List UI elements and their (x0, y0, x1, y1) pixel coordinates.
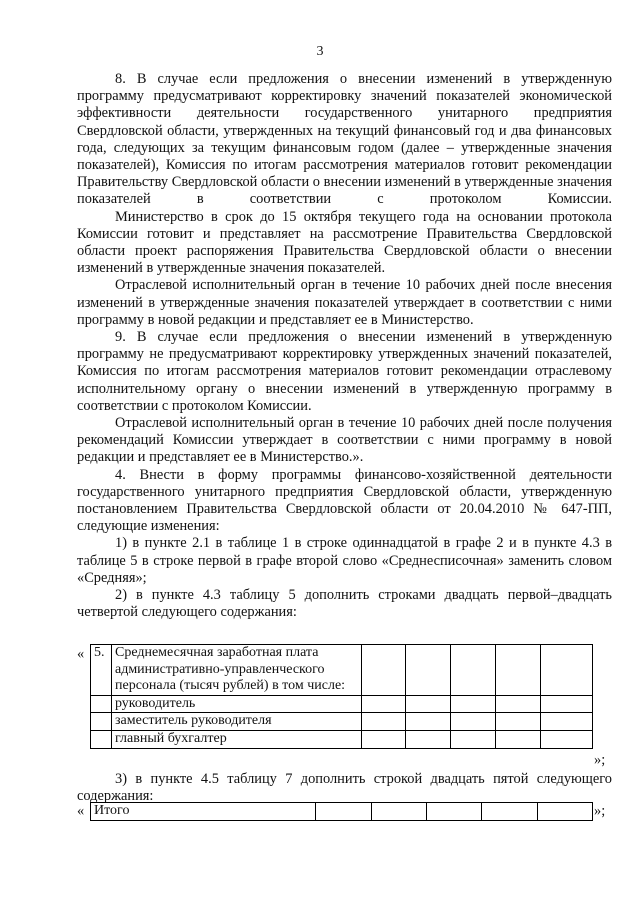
table-cell (541, 713, 593, 731)
table-row (91, 695, 593, 713)
table-cell (427, 803, 482, 821)
table-cell (406, 695, 451, 713)
body-text-after-table5 (77, 771, 612, 805)
table-row (91, 730, 593, 748)
paragraph-subitem-3: 3) в пункте 4.5 таблицу 7 дополнить строкой двадцать пятой следующего содержания: (77, 771, 612, 805)
paragraph-8: 8. В случае если предложения о внесении изменений в утвержденную программу предусматривают корректировку значений показателей экономической эффективности деятельности государственного унитарного предприятия Свердловской области, утвержденных на текущий финансовый год и два финансовых года, следующих за текущим финансовым годом (далее – утвержденные значения показателей), Комиссия по итогам рассмотрения материалов готовит рекомендации Правительству Свердловской области о внесении изменений в утвержденные значения показателей в соответствии с протоколом Комиссии. (77, 71, 612, 208)
body-text (77, 71, 612, 622)
table5-row-label: Среднемесячная заработная плата административно-управленческого персонала (тысяч рублей) в том числе: (111, 645, 361, 696)
table-cell (451, 645, 496, 696)
table-cell (451, 730, 496, 748)
table5-row-label: главный бухгалтер (111, 730, 361, 748)
table-cell (361, 645, 406, 696)
table-cell (91, 695, 112, 713)
table7-row-label: Итого (91, 803, 316, 821)
paragraph-9: 9. В случае если предложения о внесении изменений в утвержденную программу не предусматривают корректировку утвержденных значений показателей, Комиссия по итогам рассмотрения материалов готовит рекомендации отраслевому исполнительному органу о внесении изменений в утвержденную программу в соответствии с протоколом Комиссии. (77, 329, 612, 414)
table-cell (496, 645, 541, 696)
table-cell (451, 695, 496, 713)
table-cell (406, 730, 451, 748)
table-cell (406, 645, 451, 696)
table-cell (361, 730, 406, 748)
table-row (91, 713, 593, 731)
table7-open-quote: « (77, 803, 85, 819)
table-cell (541, 695, 593, 713)
table-cell (541, 730, 593, 748)
table-cell (541, 645, 593, 696)
table-cell (91, 713, 112, 731)
table-cell (496, 730, 541, 748)
paragraph-subitem-2: 2) в пункте 4.3 таблицу 5 дополнить строками двадцать первой–двадцать четвертой следующего содержания: (77, 587, 612, 621)
table5-row-label: заместитель руководителя (111, 713, 361, 731)
table7-close-quote: »; (594, 803, 606, 819)
paragraph-subitem-1: 1) в пункте 2.1 в таблице 1 в строке одиннадцатой в графе 2 и в пункте 4.3 в таблице 5 в строке первой в графе второй слово «Среднесписочная» заменить словом «Средняя»; (77, 535, 612, 586)
table5-open-quote: « (77, 646, 85, 662)
table-cell (537, 803, 592, 821)
table-cell (91, 730, 112, 748)
table5-close-quote: »; (594, 752, 606, 768)
table-cell (361, 695, 406, 713)
paragraph-ministry-deadline: Министерство в срок до 15 октября текущего года на основании протокола Комиссии готовит и представляет на рассмотрение Правительства Свердловской области проект распоряжения Правительства Свердловской области о внесении изменений в утвержденные значения показателей. (77, 208, 612, 277)
table-cell (406, 713, 451, 731)
table-cell (451, 713, 496, 731)
table5-row-number: 5. (91, 645, 112, 696)
table-cell (482, 803, 537, 821)
table-cell (496, 713, 541, 731)
table-cell (361, 713, 406, 731)
table-row (91, 803, 593, 821)
table5-row-label: руководитель (111, 695, 361, 713)
table-cell (371, 803, 426, 821)
paragraph-item-4: 4. Внести в форму программы финансово-хозяйственной деятельности государственного унитарного предприятия Свердловской области, утвержденную постановлением Правительства Свердловской области от 20.04.2010 № 647-ПП, следующие изменения: (77, 466, 612, 535)
paragraph-industry-body-recommendations: Отраслевой исполнительный орган в течение 10 рабочих дней после получения рекомендаций Комиссии утверждает в соответствии с ними программу в новой редакции и представляет ее в Министерство.». (77, 415, 612, 466)
page-number: 3 (316, 44, 324, 59)
table-cell (316, 803, 371, 821)
table-row (91, 645, 593, 696)
table5-insert (90, 644, 593, 749)
paragraph-industry-body-approval: Отраслевой исполнительный орган в течение 10 рабочих дней после внесения изменений в утвержденные значения показателей утверждает в соответствии с ними программу в новой редакции и представляет ее в Министерство. (77, 277, 612, 328)
table-cell (496, 695, 541, 713)
table7-insert (90, 802, 593, 821)
